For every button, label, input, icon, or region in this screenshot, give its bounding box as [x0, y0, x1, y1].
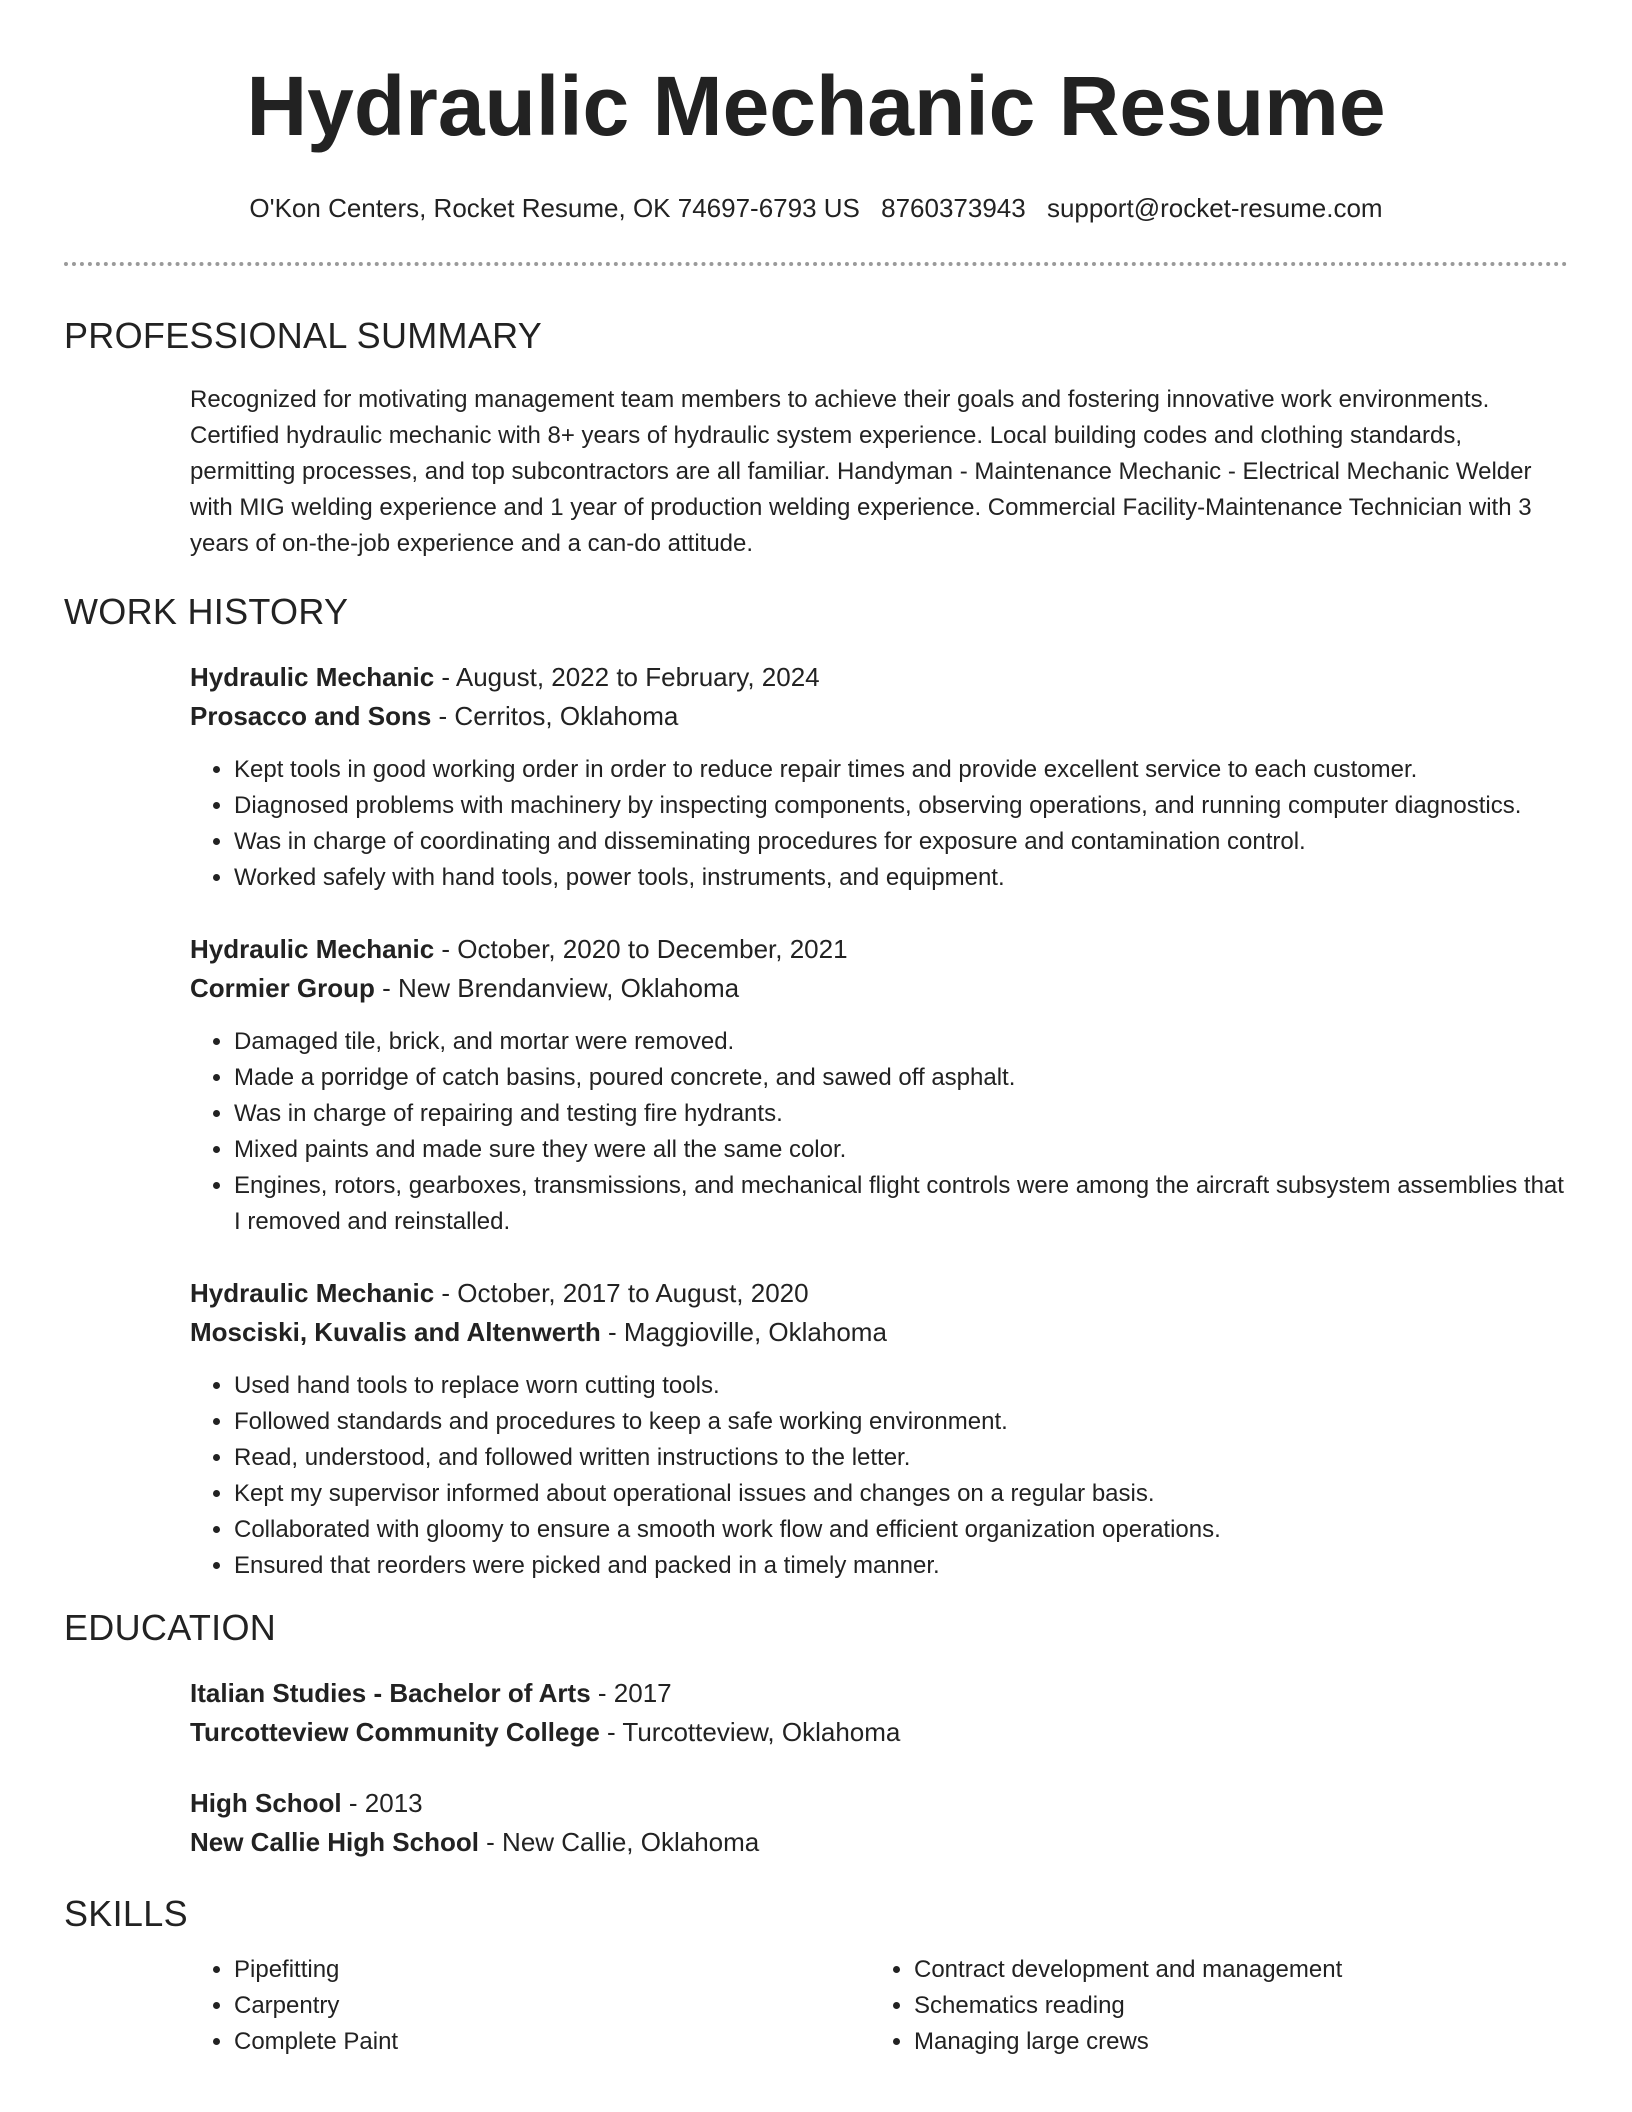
job-company: Mosciski, Kuvalis and Altenwerth	[190, 1317, 601, 1347]
job-bullet: • Engines, rotors, gearboxes, transmissions, and mechanical flight controls were among the aircraft subsystem assemblies that I removed and reinstalled.	[234, 1168, 1568, 1240]
section-professional-summary	[64, 314, 1568, 562]
education-entry	[190, 1674, 1568, 1752]
job-bullet: • Damaged tile, brick, and mortar were removed.	[234, 1024, 1568, 1060]
section-title-summary: PROFESSIONAL SUMMARY	[64, 315, 543, 356]
job-bullet: • Mixed paints and made sure they were all the same color.	[234, 1132, 1568, 1168]
job-bullets	[190, 752, 1568, 896]
job-role-line	[190, 658, 1568, 697]
job-bullet: • Read, understood, and followed written instructions to the letter.	[234, 1440, 1568, 1476]
job-location: - New Brendanview, Oklahoma	[374, 973, 740, 1003]
resume-title: Hydraulic Mechanic Resume	[246, 59, 1386, 153]
job-role: Hydraulic Mechanic	[190, 662, 435, 692]
contact-line	[64, 192, 1568, 224]
education-degree-line	[190, 1784, 1568, 1823]
education-year: - 2013	[341, 1788, 423, 1818]
header-divider	[64, 262, 1568, 266]
job-location: - Cerritos, Oklahoma	[431, 701, 679, 731]
section-work-history	[64, 590, 1568, 1584]
job-company-line	[190, 697, 1568, 736]
job-role-line	[190, 930, 1568, 969]
work-body	[190, 658, 1568, 1584]
education-body	[190, 1674, 1568, 1862]
skill-item: • Contract development and management	[914, 1952, 1550, 1988]
summary-text: Recognized for motivating management team members to achieve their goals and fostering innovative work environments. Certified hydraulic mechanic with 8+ years of hydraulic system experience. Local building codes and clothing standards, permitting processes, and top subcontractors are all familiar. Handyman - Maintenance Mechanic - Electrical Mechanic Welder with MIG welding experience and 1 year of production welding experience. Commercial Facility-Maintenance Technician with 3 years of on-the-job experience and a can-do attitude.	[190, 386, 1532, 557]
job-bullet: • Worked safely with hand tools, power tools, instruments, and equipment.	[234, 860, 1568, 896]
job-dates: - August, 2022 to February, 2024	[434, 662, 820, 692]
job-bullets	[190, 1368, 1568, 1584]
job-company-line	[190, 969, 1568, 1008]
education-degree: Italian Studies - Bachelor of Arts	[190, 1678, 591, 1708]
job-location: - Maggioville, Oklahoma	[600, 1317, 887, 1347]
skill-item: • Pipefitting	[234, 1952, 870, 1988]
job-role: Hydraulic Mechanic	[190, 934, 435, 964]
job-entry	[190, 658, 1568, 896]
section-title-skills: SKILLS	[64, 1893, 188, 1934]
skill-item: • Carpentry	[234, 1988, 870, 2024]
section-skills	[64, 1892, 1568, 2060]
job-bullet: • Was in charge of coordinating and disseminating procedures for exposure and contamination control.	[234, 824, 1568, 860]
education-location: - Turcotteview, Oklahoma	[599, 1717, 901, 1747]
job-bullet: • Followed standards and procedures to keep a safe working environment.	[234, 1404, 1568, 1440]
education-entry	[190, 1784, 1568, 1862]
job-dates: - October, 2017 to August, 2020	[434, 1278, 809, 1308]
job-company-line	[190, 1313, 1568, 1352]
education-school: Turcotteview Community College	[190, 1717, 600, 1747]
section-education	[64, 1606, 1568, 1862]
education-school: New Callie High School	[190, 1827, 479, 1857]
job-dates: - October, 2020 to December, 2021	[434, 934, 848, 964]
job-bullet: • Was in charge of repairing and testing fire hydrants.	[234, 1096, 1568, 1132]
skill-item: • Schematics reading	[914, 1988, 1550, 2024]
education-school-line	[190, 1713, 1568, 1752]
education-degree-line	[190, 1674, 1568, 1713]
skills-body	[190, 1952, 1568, 2060]
job-bullet: • Ensured that reorders were picked and packed in a timely manner.	[234, 1548, 1568, 1584]
section-title-education: EDUCATION	[64, 1607, 277, 1648]
job-role: Hydraulic Mechanic	[190, 1278, 435, 1308]
job-bullet: • Kept tools in good working order in order to reduce repair times and provide excellent service to each customer.	[234, 752, 1568, 788]
education-year: - 2017	[590, 1678, 672, 1708]
skills-list-left	[190, 1952, 870, 2060]
job-bullet: • Diagnosed problems with machinery by inspecting components, observing operations, and running computer diagnostics.	[234, 788, 1568, 824]
skill-item: • Managing large crews	[914, 2024, 1550, 2060]
skill-item: • Complete Paint	[234, 2024, 870, 2060]
contact-address: O'Kon Centers, Rocket Resume, OK 74697-6793 US	[249, 193, 860, 223]
education-degree: High School	[190, 1788, 342, 1818]
contact-email: support@rocket-resume.com	[1046, 193, 1383, 223]
job-company: Prosacco and Sons	[190, 701, 432, 731]
job-bullet: • Used hand tools to replace worn cutting tools.	[234, 1368, 1568, 1404]
education-school-line	[190, 1823, 1568, 1862]
job-bullet: • Collaborated with gloomy to ensure a smooth work flow and efficient organization operations.	[234, 1512, 1568, 1548]
job-entry	[190, 1274, 1568, 1584]
summary-body	[190, 382, 1568, 562]
job-company: Cormier Group	[190, 973, 375, 1003]
skills-columns	[190, 1952, 1568, 2060]
job-bullets	[190, 1024, 1568, 1240]
job-bullet: • Made a porridge of catch basins, poured concrete, and sawed off asphalt.	[234, 1060, 1568, 1096]
job-bullet: • Kept my supervisor informed about operational issues and changes on a regular basis.	[234, 1476, 1568, 1512]
contact-phone: 8760373943	[881, 193, 1026, 223]
job-entry	[190, 930, 1568, 1240]
education-location: - New Callie, Oklahoma	[478, 1827, 760, 1857]
skills-list-right	[870, 1952, 1550, 2060]
section-title-work: WORK HISTORY	[64, 591, 349, 632]
job-role-line	[190, 1274, 1568, 1313]
